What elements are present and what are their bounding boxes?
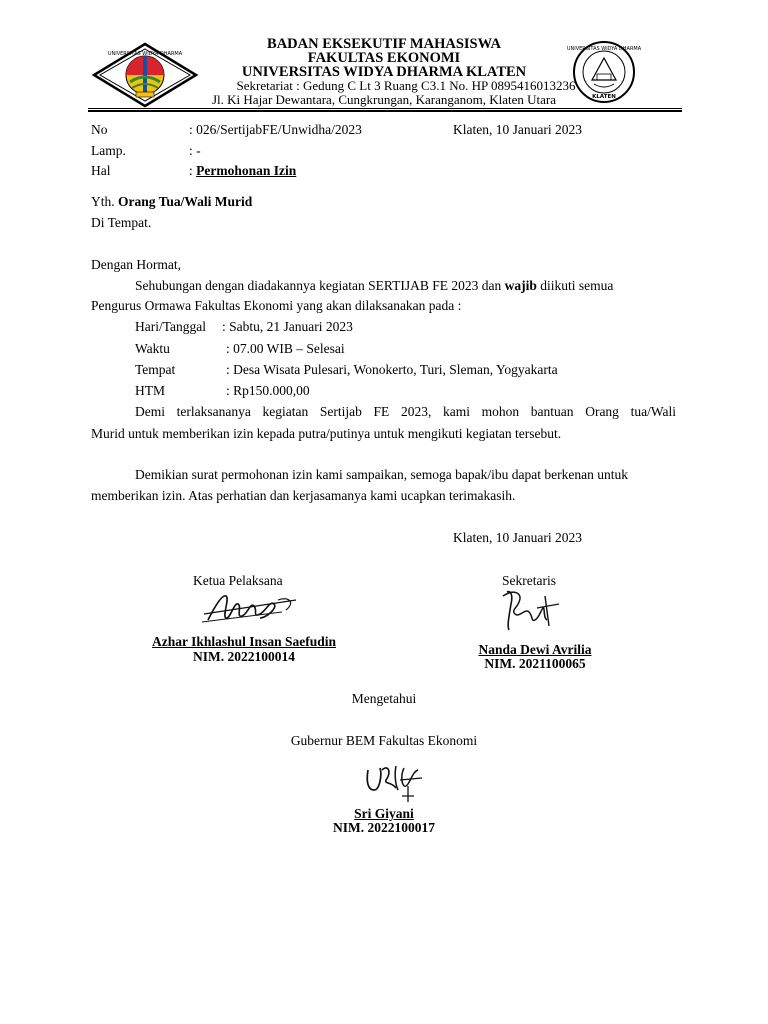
detail-label: Tempat	[135, 362, 176, 377]
paragraph-1-emphasis: wajib	[504, 278, 537, 293]
chairperson-signature-icon	[200, 588, 310, 630]
secretary-nim: NIM. 2021100065	[484, 656, 586, 671]
secretary-name: Nanda Dewi Avrilia	[478, 642, 592, 657]
greeting: Dengan Hormat,	[91, 257, 181, 272]
subject-value: Permohonan Izin	[196, 163, 297, 178]
letterhead-divider	[88, 108, 682, 109]
governor-nim: NIM. 2022100017	[333, 820, 435, 835]
detail-value: : Sabtu, 21 Januari 2023	[222, 319, 353, 334]
recipient-name: Orang Tua/Wali Murid	[118, 194, 253, 209]
governor-name: Sri Giyani	[354, 806, 414, 821]
secretary-signature-icon	[497, 586, 567, 634]
paragraph-3-line-1: Demikian surat permohonan izin kami sampaikan, semoga bapak/ibu dapat berkenan untuk	[135, 467, 628, 482]
paragraph-2-line-1: Demi terlaksananya kegiatan Sertijab FE 2023, kami mohon bantuan Orang tua/Wali	[135, 404, 676, 419]
paragraph-1-text-b: diikuti semua	[536, 278, 614, 293]
paragraph-1-line-2: Pengurus Ormawa Fakultas Ekonomi yang akan dilaksanakan pada :	[91, 298, 462, 313]
governor-title: Gubernur BEM Fakultas Ekonomi	[290, 733, 478, 748]
attachment-value: : -	[189, 143, 201, 158]
letter-number: : 026/SertijabFE/Unwidha/2023	[189, 122, 362, 137]
svg-text:UNIVERSITAS WIDYA DHARMA: UNIVERSITAS WIDYA DHARMA	[566, 46, 642, 52]
detail-value: : 07.00 WIB – Selesai	[226, 341, 345, 356]
svg-text:UNIVERSITAS WIDYA DHARMA: UNIVERSITAS WIDYA DHARMA	[107, 51, 183, 57]
secretary-title: Sekretaris	[502, 573, 556, 588]
chairperson-title: Ketua Pelaksana	[193, 573, 283, 588]
letterhead-university: UNIVERSITAS WIDYA DHARMA KLATEN	[241, 64, 527, 80]
recipient-line	[91, 194, 252, 210]
recipient-place: Di Tempat.	[91, 215, 152, 230]
letterhead-divider-thick	[88, 110, 682, 112]
svg-text:KLATEN: KLATEN	[592, 94, 616, 100]
recipient-prefix: Yth.	[91, 194, 118, 209]
detail-label: HTM	[135, 383, 165, 398]
paragraph-3-line-2: memberikan izin. Atas perhatian dan kerjasamanya kami ucapkan terimakasih.	[91, 488, 516, 503]
detail-label: Hari/Tanggal	[135, 319, 207, 334]
letterhead-secretariat: Sekretariat : Gedung C Lt 3 Ruang C3.1 No. HP 0895416013236	[236, 78, 576, 93]
letterhead-address: Jl. Ki Hajar Dewantara, Cungkrungan, Karanganom, Klaten Utara	[211, 92, 557, 107]
letter-date: Klaten, 10 Januari 2023	[453, 122, 582, 137]
subject-line	[189, 163, 296, 179]
detail-value: : Desa Wisata Pulesari, Wonokerto, Turi, Sleman, Yogyakarta	[226, 362, 558, 377]
subject-colon: :	[189, 163, 197, 178]
closing-date: Klaten, 10 Januari 2023	[453, 530, 582, 545]
subject-label: Hal	[91, 163, 111, 178]
governor-signature-icon	[362, 762, 426, 806]
acknowledged-label: Mengetahui	[351, 691, 417, 706]
detail-value: : Rp150.000,00	[226, 383, 310, 398]
paragraph-1-line-1	[135, 278, 613, 294]
letterhead-org-name: BADAN EKSEKUTIF MAHASISWA	[267, 36, 501, 52]
letterhead-faculty: FAKULTAS EKONOMI	[307, 50, 461, 66]
chairperson-nim: NIM. 2022100014	[193, 649, 295, 664]
paragraph-1-text-a: Sehubungan dengan diadakannya kegiatan SERTIJAB FE 2023 dan	[135, 278, 505, 293]
detail-label: Waktu	[135, 341, 170, 356]
chairperson-name: Azhar Ikhlashul Insan Saefudin	[152, 634, 336, 649]
number-label: No	[91, 122, 108, 137]
attachment-label: Lamp.	[91, 143, 126, 158]
paragraph-2-line-2: Murid untuk memberikan izin kepada putra/putinya untuk mengikuti kegiatan tersebut.	[91, 426, 562, 441]
